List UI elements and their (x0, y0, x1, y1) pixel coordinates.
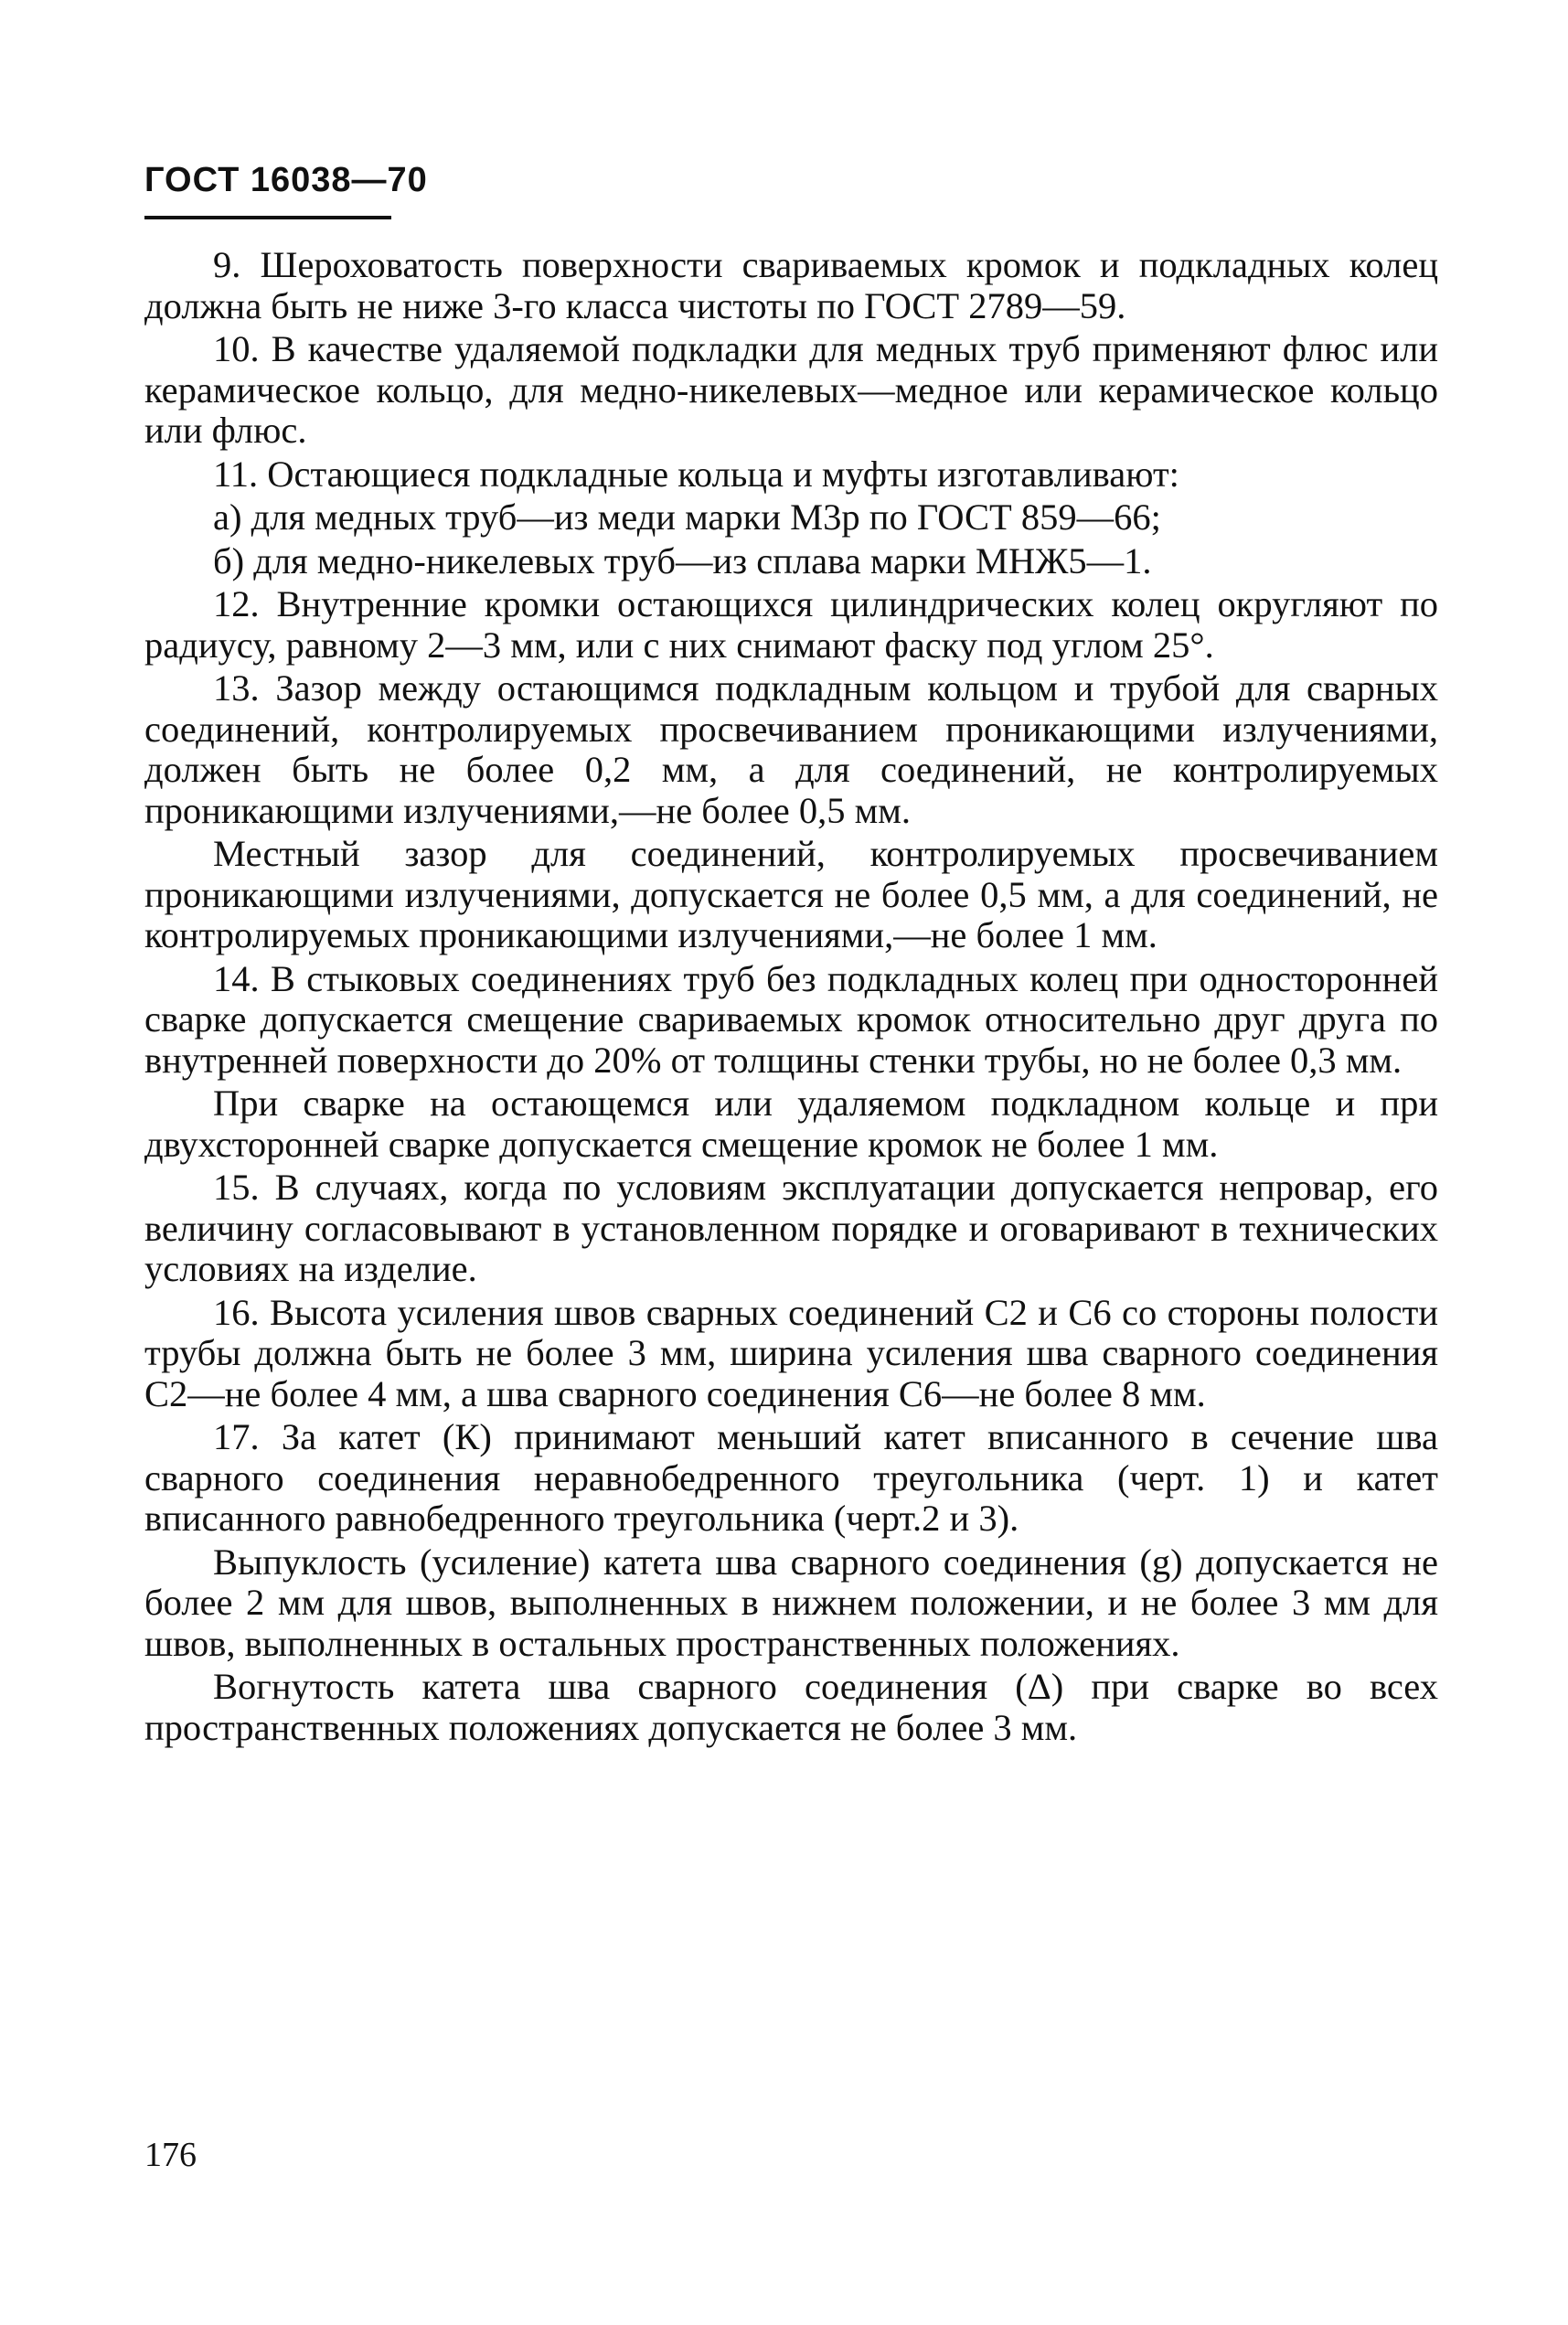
header-rule (144, 216, 391, 219)
paragraph-13-continued: Местный зазор для соединений, контролируемых просвечиванием проникающими излучениями, допускается не более 0,5 мм, а для соединений, не контролируемых проникающими излучениями,—не более 1 мм. (144, 833, 1438, 955)
paragraph-11: 11. Остающиеся подкладные кольца и муфты изготавливают: (213, 453, 1179, 495)
paragraph-17-concavity: Вогнутость катета шва сварного соединения (Δ) при сварке во всех пространственных положениях допускается не более 3 мм. (144, 1666, 1438, 1748)
paragraph-9: 9. Шероховатость поверхности свариваемых кромок и подкладных колец должна быть не ниже 3-го класса чистоты по ГОСТ 2789—59. (144, 244, 1438, 326)
document-code: ГОСТ 16038—70 (144, 161, 428, 199)
paragraph-11b: б) для медно-никелевых труб—из сплава марки МНЖ5—1. (213, 539, 1152, 581)
paragraph-12: 12. Внутренние кромки остающихся цилиндрических колец округляют по радиусу, равному 2—3 мм, или с них снимают фаску под углом 25°. (144, 583, 1438, 666)
paragraph-11a: а) для медных труб—из меди марки М3р по ГОСТ 859—66; (213, 496, 1161, 538)
paragraph-14: 14. В стыковых соединениях труб без подкладных колец при односторонней сварке допускается смещение свариваемых кромок относительно друг друга по внутренней поверхности до 20% от толщины стенки трубы, но не более 0,3 мм. (144, 957, 1438, 1081)
page-number: 176 (144, 2136, 197, 2174)
paragraph-17-convexity: Выпуклость (усиление) катета шва сварного соединения (g) допускается не более 2 мм для швов, выполненных в нижнем положении, и не более 3 мм для швов, выполненных в остальных пространственных положениях. (144, 1541, 1438, 1664)
paragraph-14-continued: При сварке на остающемся или удаляемом подкладном кольце и при двухсторонней сварке допускается смещение кромок не более 1 мм. (144, 1083, 1438, 1165)
paragraph-17: 17. За катет (К) принимают меньший катет вписанного в сечение шва сварного соединения неравнобедренного треугольника (черт. 1) и катет вписанного равнобедренного треугольника (черт.2 и 3). (144, 1416, 1438, 1539)
paragraph-15: 15. В случаях, когда по условиям эксплуатации допускается непровар, его величину согласовывают в установленном порядке и оговаривают в технических условиях на изделие. (144, 1167, 1438, 1289)
paragraph-10: 10. В качестве удаляемой подкладки для медных труб применяют флюс или керамическое кольцо, для медно-никелевых—медное или керамическое кольцо или флюс. (144, 328, 1438, 451)
paragraph-16: 16. Высота усиления швов сварных соединений С2 и С6 со стороны полости трубы должна быть не более 3 мм, ширина усиления шва сварного соединения С2—не более 4 мм, а шва сварного соединения С6—не более 8 мм. (144, 1291, 1438, 1414)
paragraph-13: 13. Зазор между остающимся подкладным кольцом и трубой для сварных соединений, контролируемых просвечиванием проникающими излучениями, должен быть не более 0,2 мм, а для соединений, не контролируемых проникающими излучениями,—не более 0,5 мм. (144, 667, 1438, 831)
page-body (144, 245, 1438, 1751)
